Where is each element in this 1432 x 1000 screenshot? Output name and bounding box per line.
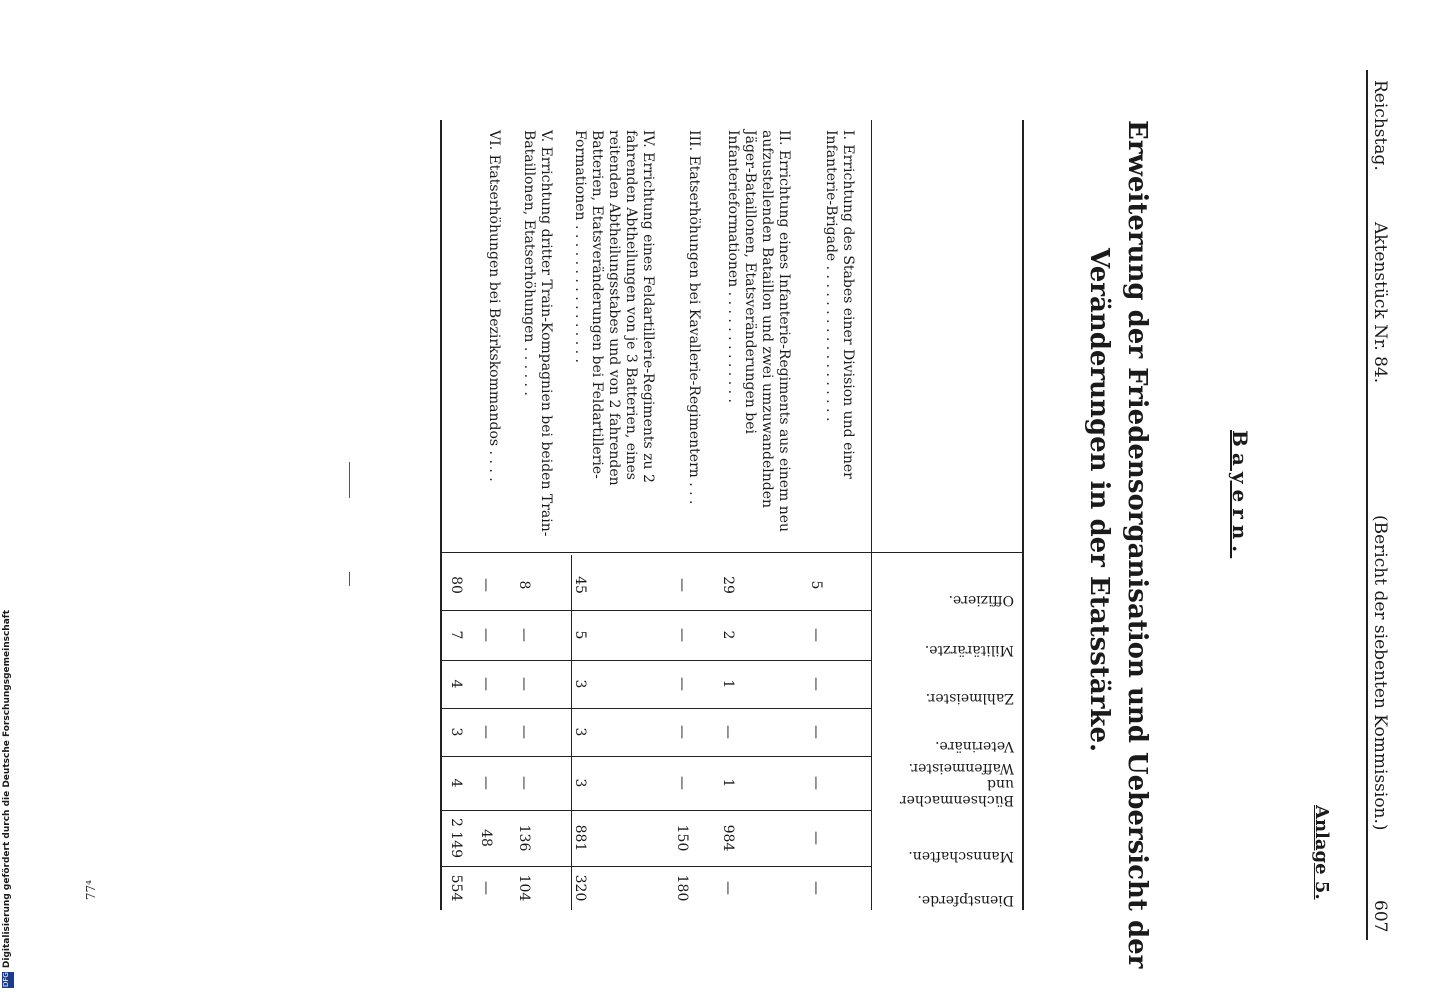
table-cell: 984 bbox=[720, 824, 736, 852]
table-cell: — bbox=[516, 628, 532, 642]
table-cell: 150 bbox=[674, 824, 690, 852]
table-cell: 136 bbox=[516, 824, 532, 852]
table-cell: 3 bbox=[572, 727, 588, 737]
table-cell: 3 bbox=[572, 679, 588, 689]
table-cell: 1 bbox=[720, 679, 736, 689]
column-header: Militärärzte. bbox=[924, 642, 1014, 658]
table-cell: — bbox=[478, 628, 494, 642]
table-cell: — bbox=[808, 881, 824, 895]
table-cell: — bbox=[808, 831, 824, 845]
table-cell: — bbox=[674, 677, 690, 691]
running-head-middle: Aktenstück Nr. 84. bbox=[1370, 222, 1390, 384]
table-cell: — bbox=[478, 677, 494, 691]
table-cell: — bbox=[516, 725, 532, 739]
column-header: Mannschaften. bbox=[908, 848, 1014, 864]
total-cell: 4 bbox=[448, 679, 464, 689]
table-cell: — bbox=[478, 776, 494, 790]
table-cell: — bbox=[808, 628, 824, 642]
table-cell: 180 bbox=[674, 874, 690, 902]
table-row-label: II. Errichtung eines Infanterie-Regiments aus einem neu aufzustellenden Bataillon und zwei umzuwandelnden Jäger-Bataillonen, Etatsveränderungen bei Infanterieformationen . . . . . . . . . . . . . bbox=[725, 130, 792, 533]
running-head-right: (Bericht der siebenten Kommission.) bbox=[1370, 515, 1390, 831]
column-header: Offiziere. bbox=[948, 592, 1014, 608]
table-row-label: VI. Etatserhöhungen bei Bezirkskommandos . . . . bbox=[486, 130, 502, 482]
table-cell: 1 bbox=[720, 778, 736, 788]
table-cell: — bbox=[808, 725, 824, 739]
table-cell: 320 bbox=[572, 874, 588, 902]
table-cell: 29 bbox=[720, 576, 736, 594]
table-cell: — bbox=[478, 578, 494, 592]
table-cell: — bbox=[674, 628, 690, 642]
total-cell: 4 bbox=[448, 778, 464, 788]
running-head-left: Reichstag. bbox=[1370, 80, 1390, 171]
table-column-divider bbox=[442, 552, 1024, 553]
table-cell: 48 bbox=[478, 829, 494, 847]
dfg-logo: DFG bbox=[2, 972, 14, 988]
table-cell: 104 bbox=[516, 874, 532, 902]
appendix-label: Anlage 5. bbox=[1311, 805, 1332, 900]
table-cell: — bbox=[674, 776, 690, 790]
table-cell: 8 bbox=[516, 580, 532, 590]
title-line-2: Veränderungen in der Etatsstärke. bbox=[1084, 247, 1114, 753]
region-heading: Bayern. bbox=[1228, 430, 1252, 559]
page-number: 607 bbox=[1370, 900, 1390, 933]
total-cell: 80 bbox=[448, 576, 464, 594]
table-cell: 5 bbox=[808, 580, 824, 590]
table-cell: — bbox=[720, 725, 736, 739]
table-cell: — bbox=[720, 881, 736, 895]
title-line-1: Erweiterung der Friedensorganisation und Uebersicht der bbox=[1122, 120, 1152, 969]
column-header: Veterinäre. bbox=[935, 738, 1014, 754]
table-cell: 3 bbox=[572, 778, 588, 788]
total-cell: 554 bbox=[448, 874, 464, 902]
table-cell: — bbox=[516, 776, 532, 790]
scan-mark bbox=[349, 572, 350, 586]
table-row-label: III. Etatserhöhungen bei Kavallerie-Regimentern . . . bbox=[686, 130, 702, 505]
total-cell: 7 bbox=[448, 630, 464, 640]
table-cell: — bbox=[478, 881, 494, 895]
column-header: Dienstpferde. bbox=[917, 892, 1014, 908]
total-cell: 3 bbox=[448, 727, 464, 737]
table-row-label: V. Errichtung dritter Train-Kompagnien bei beiden Train-Bataillonen, Etatserhöhungen . . . . . . bbox=[521, 130, 554, 537]
table-cell: — bbox=[674, 725, 690, 739]
table-top-rule bbox=[1022, 120, 1024, 910]
table-cell: 2 bbox=[720, 630, 736, 640]
totals-rule-top bbox=[571, 555, 572, 910]
table-bottom-rule bbox=[440, 120, 442, 910]
header-rule bbox=[1366, 70, 1368, 940]
column-header: Zahlmeister. bbox=[925, 690, 1014, 706]
table-cell: — bbox=[478, 725, 494, 739]
table-cell: 45 bbox=[572, 576, 588, 594]
table-cell: 5 bbox=[572, 630, 588, 640]
page-mark: 77⁴ bbox=[84, 880, 98, 901]
scan-mark bbox=[349, 462, 350, 498]
table-row-label: IV. Errichtung eines Feldartillerie-Regiments zu 2 fahrenden Abtheilungen von je 3 Batterien, eines reitenden Abtheilungsstabes und von 2 fahrenden Batterien, Etatsveränderungen bei Feldartillerie-Formationen . . . . . . . . . . . . . . . . bbox=[572, 130, 656, 486]
table-cell: — bbox=[808, 677, 824, 691]
table-row-label: I. Errichtung des Stabes einer Division und einer Infanterie-Brigade . . . . . . . . . . . . . . . . . . bbox=[823, 130, 856, 479]
column-header: Büchsenmacher und Waffenmeister. bbox=[899, 760, 1014, 808]
total-cell: 2 149 bbox=[448, 817, 464, 859]
table-cell: — bbox=[674, 578, 690, 592]
table-cell: 881 bbox=[572, 824, 588, 852]
funding-note: Digitalisierung gefördert durch die Deutsche Forschungsgemeinschaft bbox=[2, 609, 12, 968]
table-cell: — bbox=[808, 776, 824, 790]
table-cell: — bbox=[516, 677, 532, 691]
digitization-note bbox=[0, 600, 16, 990]
table-head-rule bbox=[871, 120, 872, 910]
